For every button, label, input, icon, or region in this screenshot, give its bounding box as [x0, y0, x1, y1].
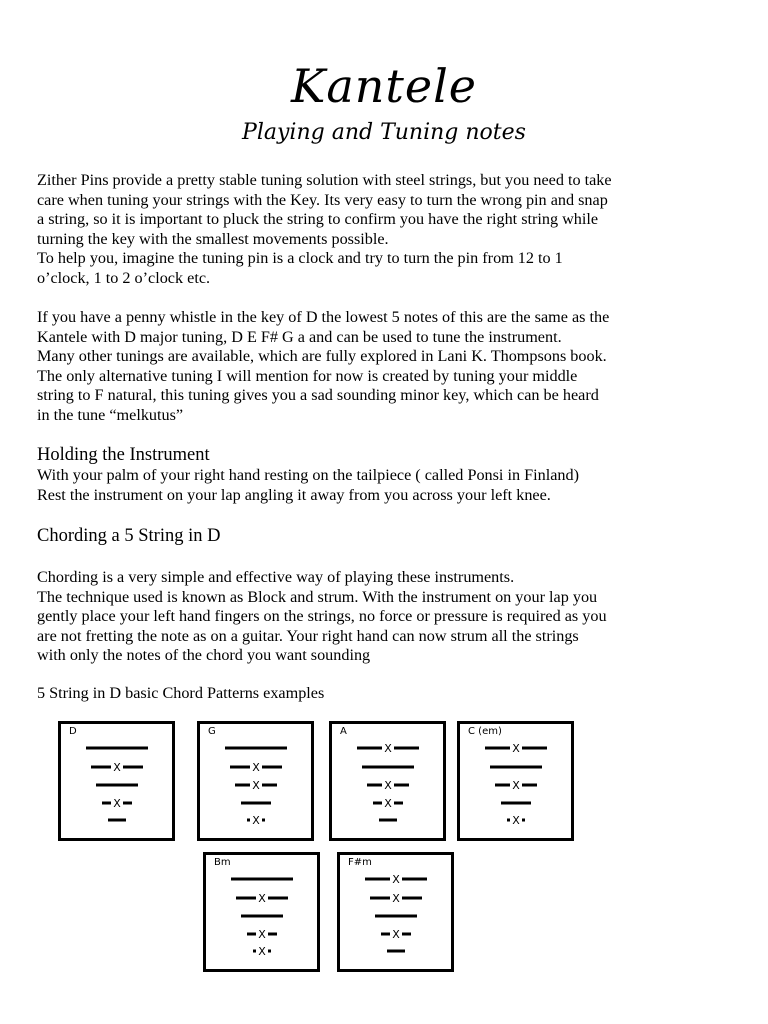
- finger-mark: X: [258, 928, 266, 941]
- text-line: Zither Pins provide a pretty stable tuning solution with steel strings, but you need to take: [37, 171, 612, 189]
- finger-mark: X: [384, 797, 392, 810]
- chord-box-bm: [203, 852, 320, 972]
- chord-box-c-em: [457, 721, 574, 841]
- finger-mark: X: [384, 779, 392, 792]
- chording-heading: Chording a 5 String in D: [37, 526, 221, 546]
- chord-name: A: [340, 726, 347, 737]
- chord-name: F#m: [348, 857, 372, 868]
- finger-mark: X: [258, 945, 266, 958]
- text-line: turning the key with the smallest movements possible.: [37, 229, 389, 248]
- finger-mark: X: [113, 797, 121, 810]
- holding-heading: Holding the Instrument: [37, 445, 210, 465]
- text-line: Chording is a very simple and effective way of playing these instruments.: [37, 568, 515, 586]
- text-line: Many other tunings are available, which are fully explored in Lani K. Thompsons book.: [37, 347, 607, 366]
- chord-box-d: [58, 721, 175, 841]
- finger-mark: X: [392, 892, 400, 905]
- finger-mark: X: [252, 761, 260, 774]
- chord-name: Bm: [214, 857, 231, 868]
- text-line: with only the notes of the chord you want sounding: [37, 646, 371, 665]
- chord-diagram: [460, 724, 577, 844]
- text-line: If you have a penny whistle in the key of D the lowest 5 notes of this are the same as the: [37, 308, 610, 326]
- finger-mark: X: [113, 761, 121, 774]
- text-line: Rest the instrument on your lap angling it away from you across your left knee.: [37, 485, 551, 504]
- text-line: gently place your left hand fingers on the strings, no force or pressure is required as you: [37, 607, 607, 626]
- text-line: The technique used is known as Block and strum. With the instrument on your lap you: [37, 587, 598, 606]
- document-title: Kantele: [290, 59, 478, 113]
- text-line: a string, so it is important to pluck the string to confirm you have the right string while: [37, 210, 599, 229]
- finger-mark: X: [252, 814, 260, 827]
- chord-name: G: [208, 726, 216, 737]
- finger-mark: X: [252, 779, 260, 792]
- chord-diagram: [332, 724, 449, 844]
- text-line: With your palm of your right hand resting on the tailpiece ( called Ponsi in Finland): [37, 466, 579, 484]
- holding-paragraph: [37, 466, 737, 505]
- document-subtitle: Playing and Tuning notes: [242, 120, 526, 145]
- chord-box-g: [197, 721, 314, 841]
- chord-diagram: [200, 724, 317, 844]
- text-line: The only alternative tuning I will mention for now is created by tuning your middle: [37, 366, 578, 385]
- intro-paragraph: [37, 171, 737, 289]
- chord-name: D: [69, 726, 77, 737]
- text-line: Kantele with D major tuning, D E F# G a and can be used to tune the instrument.: [37, 327, 562, 346]
- finger-mark: X: [384, 742, 392, 755]
- chord-diagram: [61, 724, 178, 844]
- chord-diagram: [206, 855, 323, 975]
- finger-mark: X: [392, 873, 400, 886]
- finger-mark: X: [258, 892, 266, 905]
- chord-name: C (em): [468, 726, 502, 737]
- text-line: care when tuning your strings with the Key. Its very easy to turn the wrong pin and snap: [37, 190, 608, 209]
- finger-mark: X: [512, 779, 520, 792]
- chord-box-f-sharp-m: [337, 852, 454, 972]
- whistle-paragraph: [37, 308, 737, 426]
- text-line: are not fretting the note as on a guitar. Your right hand can now strum all the strings: [37, 626, 579, 645]
- chording-paragraph: [37, 568, 737, 666]
- chord-diagram: [340, 855, 457, 975]
- text-line: o’clock, 1 to 2 o’clock etc.: [37, 268, 211, 287]
- text-line: in the tune “melkutus”: [37, 405, 184, 424]
- patterns-caption: 5 String in D basic Chord Patterns examples: [37, 684, 325, 702]
- text-line: string to F natural, this tuning gives you a sad sounding minor key, which can be heard: [37, 386, 599, 405]
- finger-mark: X: [392, 928, 400, 941]
- finger-mark: X: [512, 742, 520, 755]
- chord-box-a: [329, 721, 446, 841]
- finger-mark: X: [512, 814, 520, 827]
- text-line: To help you, imagine the tuning pin is a clock and try to turn the pin from 12 to 1: [37, 249, 563, 268]
